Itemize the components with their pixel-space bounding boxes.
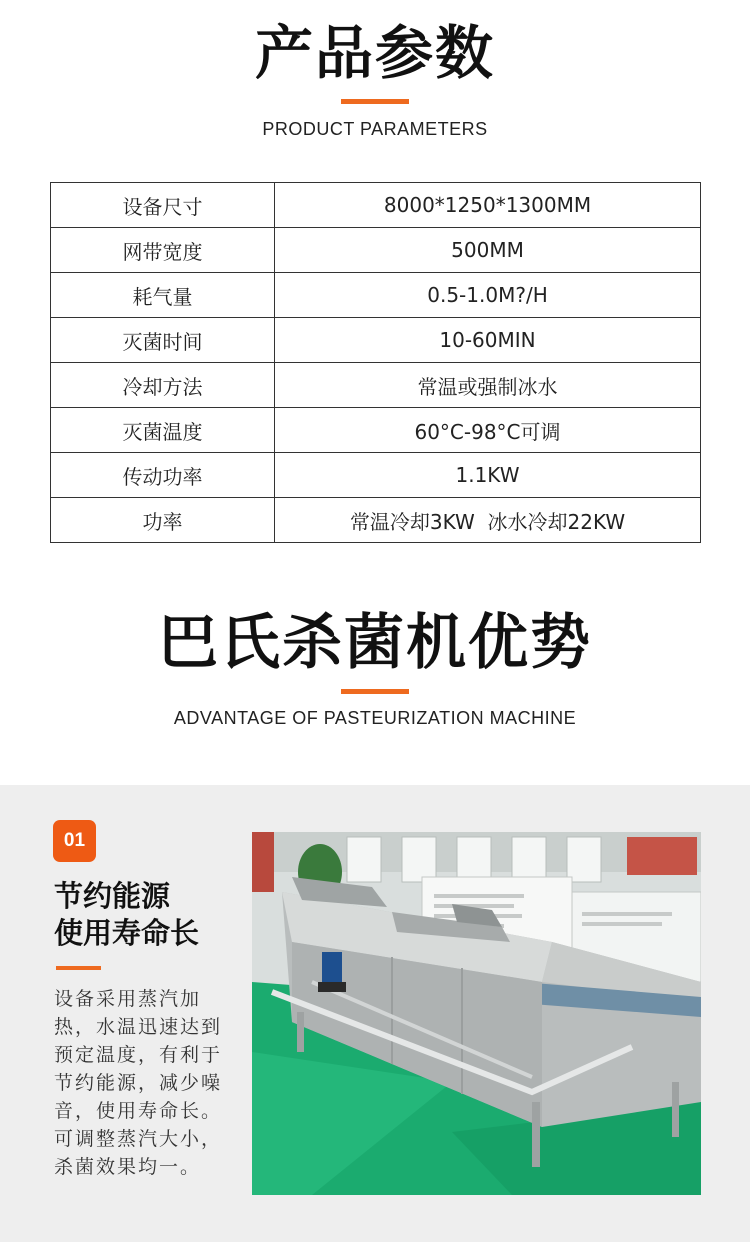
feature-description: 设备采用蒸汽加热，水温迅速达到预定温度，有利于节约能源，减少噪音，使用寿命长。可调整蒸汽大小，杀菌效果均一。 [54,988,223,1178]
advantage-header [0,608,750,729]
table-row [51,273,701,318]
params-title: 产品参数 [254,19,495,87]
param-label: 耗气量 [51,273,275,318]
table-row [51,228,701,273]
advantage-title-underline [341,689,409,694]
param-value: 1.1KW [275,453,701,498]
param-label: 传动功率 [51,453,275,498]
table-row [51,318,701,363]
table-row [51,408,701,453]
params-table [50,182,701,543]
table-row [51,363,701,408]
pasteurization-machine-photo [252,832,701,1195]
param-value: 10-60MIN [275,318,701,363]
table-row [51,453,701,498]
param-value: 60°C-98°C可调 [275,408,701,453]
params-title-underline [341,99,409,104]
advantage-title: 巴氏杀菌机优势 [158,608,592,678]
param-label: 冷却方法 [51,363,275,408]
advantage-subtitle: ADVANTAGE OF PASTEURIZATION MACHINE [173,708,577,728]
feature-panel [0,785,750,1242]
feature-title-underline [56,966,101,970]
param-value: 常温或强制冰水 [275,363,701,408]
feature-title-line: 使用寿命长 [54,916,200,950]
feature-title-line: 节约能源 [54,879,171,913]
params-subtitle: PRODUCT PARAMETERS [262,119,488,139]
param-value: 常温冷却3KW 冰水冷却22KW [275,498,701,543]
feature-title [54,878,244,952]
param-label: 灭菌温度 [51,408,275,453]
table-row [51,183,701,228]
param-label: 灭菌时间 [51,318,275,363]
feature-number-badge: 01 [53,820,96,862]
table-row [51,498,701,543]
param-value: 500MM [275,228,701,273]
param-value: 8000*1250*1300MM [275,183,701,228]
param-label: 设备尺寸 [51,183,275,228]
param-label: 网带宽度 [51,228,275,273]
params-header [0,19,750,140]
param-label: 功率 [51,498,275,543]
param-value: 0.5-1.0M?/H [275,273,701,318]
